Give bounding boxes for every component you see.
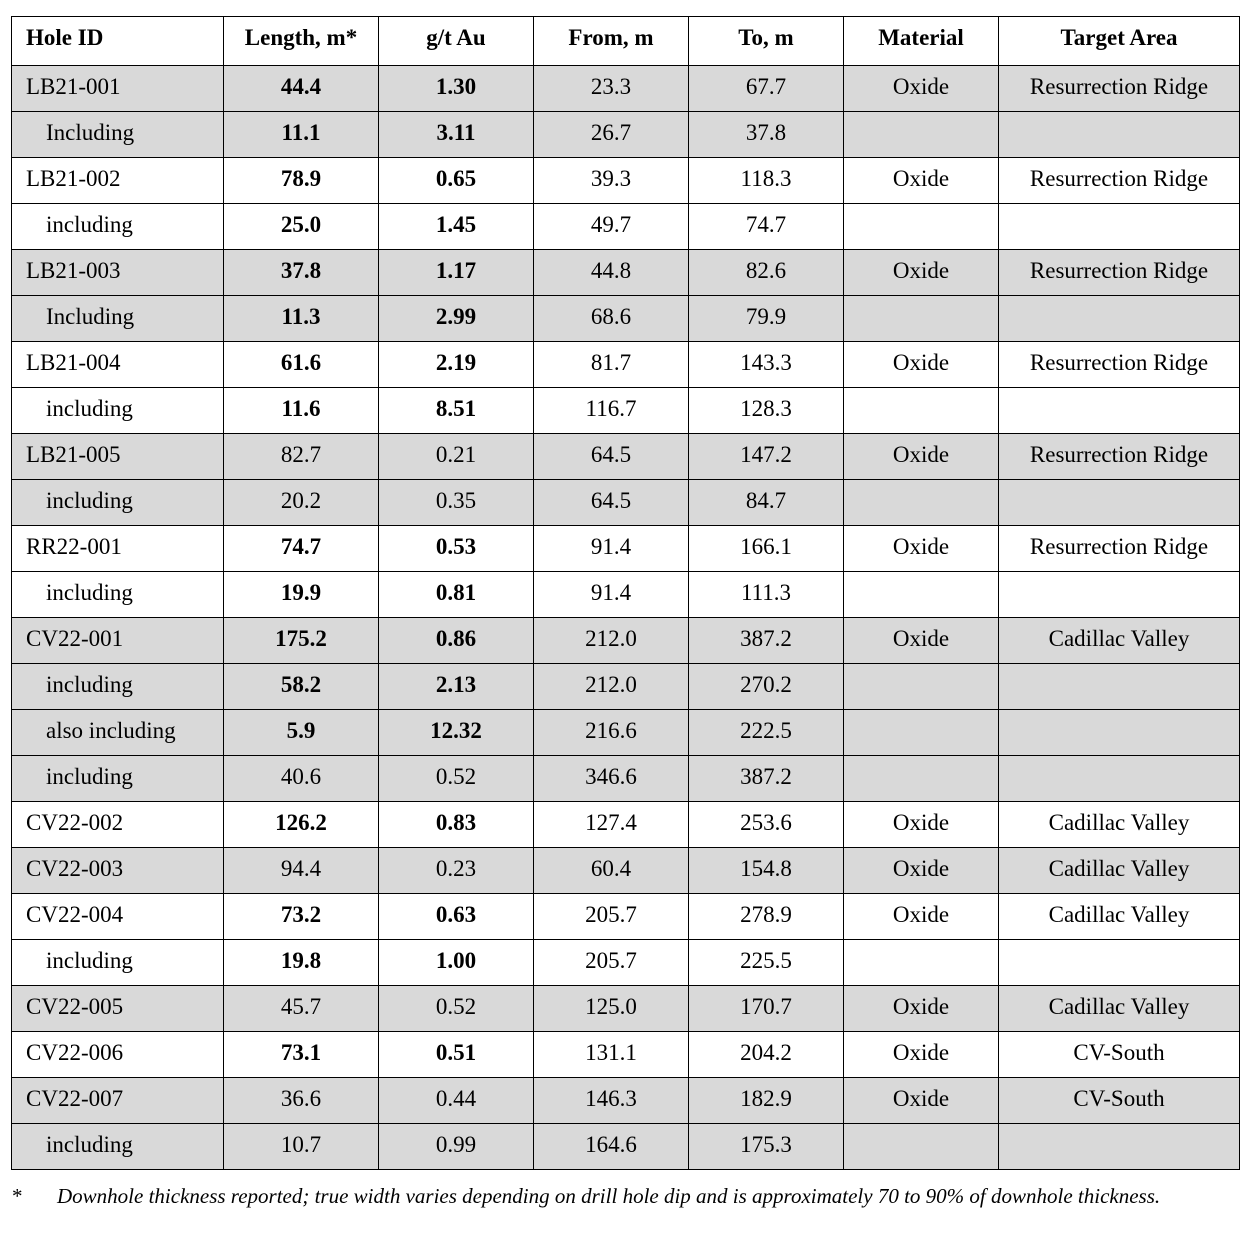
cell-to: 270.2 xyxy=(689,664,844,710)
cell-grade: 2.99 xyxy=(379,296,534,342)
cell-material xyxy=(844,710,999,756)
cell-length: 58.2 xyxy=(224,664,379,710)
cell-material xyxy=(844,940,999,986)
cell-length: 175.2 xyxy=(224,618,379,664)
table-row xyxy=(12,802,1240,848)
cell-from: 125.0 xyxy=(534,986,689,1032)
table-header-row xyxy=(12,17,1240,66)
cell-length: 94.4 xyxy=(224,848,379,894)
cell-length: 5.9 xyxy=(224,710,379,756)
table-row xyxy=(12,894,1240,940)
cell-target-area xyxy=(999,940,1240,986)
cell-from: 146.3 xyxy=(534,1078,689,1124)
cell-from: 205.7 xyxy=(534,894,689,940)
cell-grade: 0.44 xyxy=(379,1078,534,1124)
cell-material: Oxide xyxy=(844,986,999,1032)
table-row xyxy=(12,388,1240,434)
cell-target-area: Cadillac Valley xyxy=(999,618,1240,664)
cell-length: 78.9 xyxy=(224,158,379,204)
cell-grade: 0.23 xyxy=(379,848,534,894)
cell-material: Oxide xyxy=(844,894,999,940)
cell-material: Oxide xyxy=(844,434,999,480)
cell-grade: 0.63 xyxy=(379,894,534,940)
cell-length: 19.9 xyxy=(224,572,379,618)
cell-to: 175.3 xyxy=(689,1124,844,1170)
cell-from: 131.1 xyxy=(534,1032,689,1078)
cell-length: 74.7 xyxy=(224,526,379,572)
cell-material xyxy=(844,388,999,434)
cell-material xyxy=(844,664,999,710)
cell-to: 37.8 xyxy=(689,112,844,158)
cell-from: 60.4 xyxy=(534,848,689,894)
cell-grade: 0.81 xyxy=(379,572,534,618)
cell-hole-id: LB21-003 xyxy=(12,250,224,296)
table-row xyxy=(12,296,1240,342)
header-material: Material xyxy=(844,17,999,66)
cell-target-area: Cadillac Valley xyxy=(999,802,1240,848)
header-length: Length, m* xyxy=(224,17,379,66)
cell-from: 49.7 xyxy=(534,204,689,250)
table-row xyxy=(12,480,1240,526)
table-row xyxy=(12,1124,1240,1170)
cell-grade: 0.52 xyxy=(379,756,534,802)
cell-hole-id: CV22-003 xyxy=(12,848,224,894)
cell-to: 147.2 xyxy=(689,434,844,480)
cell-to: 225.5 xyxy=(689,940,844,986)
cell-target-area xyxy=(999,572,1240,618)
cell-target-area xyxy=(999,710,1240,756)
cell-target-area: CV-South xyxy=(999,1078,1240,1124)
cell-from: 212.0 xyxy=(534,618,689,664)
cell-hole-id: including xyxy=(12,480,224,526)
table-body xyxy=(12,66,1240,1170)
cell-material: Oxide xyxy=(844,158,999,204)
cell-target-area: Resurrection Ridge xyxy=(999,66,1240,112)
cell-grade: 2.13 xyxy=(379,664,534,710)
table-row xyxy=(12,342,1240,388)
cell-target-area: Resurrection Ridge xyxy=(999,250,1240,296)
cell-hole-id: CV22-004 xyxy=(12,894,224,940)
table-row xyxy=(12,572,1240,618)
cell-target-area xyxy=(999,480,1240,526)
cell-length: 10.7 xyxy=(224,1124,379,1170)
table-row xyxy=(12,158,1240,204)
cell-to: 182.9 xyxy=(689,1078,844,1124)
cell-from: 91.4 xyxy=(534,526,689,572)
cell-hole-id: RR22-001 xyxy=(12,526,224,572)
cell-to: 128.3 xyxy=(689,388,844,434)
cell-length: 19.8 xyxy=(224,940,379,986)
cell-to: 111.3 xyxy=(689,572,844,618)
cell-from: 205.7 xyxy=(534,940,689,986)
cell-grade: 1.30 xyxy=(379,66,534,112)
cell-hole-id: including xyxy=(12,756,224,802)
cell-length: 11.6 xyxy=(224,388,379,434)
cell-target-area: CV-South xyxy=(999,1032,1240,1078)
header-to: To, m xyxy=(689,17,844,66)
table-row xyxy=(12,204,1240,250)
cell-target-area xyxy=(999,296,1240,342)
cell-from: 64.5 xyxy=(534,480,689,526)
cell-grade: 0.99 xyxy=(379,1124,534,1170)
table-row xyxy=(12,434,1240,480)
cell-material: Oxide xyxy=(844,802,999,848)
table-row xyxy=(12,986,1240,1032)
cell-length: 61.6 xyxy=(224,342,379,388)
table-row xyxy=(12,1032,1240,1078)
table-row xyxy=(12,250,1240,296)
cell-to: 82.6 xyxy=(689,250,844,296)
cell-from: 44.8 xyxy=(534,250,689,296)
cell-hole-id: CV22-006 xyxy=(12,1032,224,1078)
cell-material: Oxide xyxy=(844,848,999,894)
cell-length: 36.6 xyxy=(224,1078,379,1124)
cell-material: Oxide xyxy=(844,66,999,112)
cell-grade: 12.32 xyxy=(379,710,534,756)
cell-material xyxy=(844,112,999,158)
cell-target-area xyxy=(999,388,1240,434)
cell-length: 44.4 xyxy=(224,66,379,112)
cell-hole-id: including xyxy=(12,388,224,434)
cell-grade: 0.52 xyxy=(379,986,534,1032)
cell-length: 11.3 xyxy=(224,296,379,342)
cell-material: Oxide xyxy=(844,618,999,664)
cell-target-area: Resurrection Ridge xyxy=(999,158,1240,204)
cell-grade: 0.86 xyxy=(379,618,534,664)
cell-hole-id: LB21-001 xyxy=(12,66,224,112)
cell-target-area: Resurrection Ridge xyxy=(999,342,1240,388)
cell-to: 170.7 xyxy=(689,986,844,1032)
cell-from: 127.4 xyxy=(534,802,689,848)
cell-target-area xyxy=(999,112,1240,158)
cell-from: 346.6 xyxy=(534,756,689,802)
cell-hole-id: including xyxy=(12,1124,224,1170)
cell-from: 39.3 xyxy=(534,158,689,204)
cell-to: 143.3 xyxy=(689,342,844,388)
cell-from: 23.3 xyxy=(534,66,689,112)
cell-to: 387.2 xyxy=(689,756,844,802)
drill-results-table xyxy=(11,16,1240,1170)
footnote-marker: * xyxy=(12,1184,23,1208)
header-target-area: Target Area xyxy=(999,17,1240,66)
cell-material xyxy=(844,756,999,802)
cell-hole-id: CV22-001 xyxy=(12,618,224,664)
cell-from: 64.5 xyxy=(534,434,689,480)
cell-length: 40.6 xyxy=(224,756,379,802)
table-row xyxy=(12,112,1240,158)
cell-from: 68.6 xyxy=(534,296,689,342)
cell-hole-id: CV22-005 xyxy=(12,986,224,1032)
header-grade: g/t Au xyxy=(379,17,534,66)
cell-target-area: Resurrection Ridge xyxy=(999,434,1240,480)
cell-to: 67.7 xyxy=(689,66,844,112)
cell-hole-id: also including xyxy=(12,710,224,756)
cell-hole-id: including xyxy=(12,664,224,710)
cell-grade: 3.11 xyxy=(379,112,534,158)
cell-material xyxy=(844,572,999,618)
cell-from: 116.7 xyxy=(534,388,689,434)
cell-from: 216.6 xyxy=(534,710,689,756)
cell-to: 204.2 xyxy=(689,1032,844,1078)
cell-hole-id: including xyxy=(12,940,224,986)
cell-to: 118.3 xyxy=(689,158,844,204)
table-row xyxy=(12,940,1240,986)
cell-material: Oxide xyxy=(844,1078,999,1124)
cell-length: 37.8 xyxy=(224,250,379,296)
cell-length: 20.2 xyxy=(224,480,379,526)
cell-hole-id: CV22-007 xyxy=(12,1078,224,1124)
table-row xyxy=(12,756,1240,802)
cell-grade: 1.45 xyxy=(379,204,534,250)
cell-target-area xyxy=(999,756,1240,802)
cell-grade: 8.51 xyxy=(379,388,534,434)
table-row xyxy=(12,1078,1240,1124)
cell-length: 126.2 xyxy=(224,802,379,848)
cell-from: 164.6 xyxy=(534,1124,689,1170)
cell-length: 11.1 xyxy=(224,112,379,158)
cell-material xyxy=(844,296,999,342)
cell-grade: 0.83 xyxy=(379,802,534,848)
cell-material: Oxide xyxy=(844,250,999,296)
cell-hole-id: LB21-002 xyxy=(12,158,224,204)
cell-to: 387.2 xyxy=(689,618,844,664)
cell-grade: 2.19 xyxy=(379,342,534,388)
cell-length: 73.2 xyxy=(224,894,379,940)
cell-material: Oxide xyxy=(844,526,999,572)
cell-target-area xyxy=(999,204,1240,250)
cell-to: 222.5 xyxy=(689,710,844,756)
cell-hole-id: LB21-005 xyxy=(12,434,224,480)
cell-length: 45.7 xyxy=(224,986,379,1032)
cell-hole-id: including xyxy=(12,204,224,250)
cell-target-area: Cadillac Valley xyxy=(999,848,1240,894)
cell-material: Oxide xyxy=(844,1032,999,1078)
table-row xyxy=(12,848,1240,894)
cell-grade: 0.65 xyxy=(379,158,534,204)
cell-target-area xyxy=(999,1124,1240,1170)
cell-length: 73.1 xyxy=(224,1032,379,1078)
cell-material: Oxide xyxy=(844,342,999,388)
cell-material xyxy=(844,1124,999,1170)
cell-target-area: Cadillac Valley xyxy=(999,894,1240,940)
cell-grade: 0.35 xyxy=(379,480,534,526)
cell-from: 26.7 xyxy=(534,112,689,158)
cell-grade: 0.53 xyxy=(379,526,534,572)
cell-to: 278.9 xyxy=(689,894,844,940)
cell-length: 82.7 xyxy=(224,434,379,480)
cell-hole-id: Including xyxy=(12,296,224,342)
cell-length: 25.0 xyxy=(224,204,379,250)
cell-from: 212.0 xyxy=(534,664,689,710)
cell-material xyxy=(844,204,999,250)
cell-target-area: Resurrection Ridge xyxy=(999,526,1240,572)
cell-hole-id: LB21-004 xyxy=(12,342,224,388)
cell-grade: 1.17 xyxy=(379,250,534,296)
table-row xyxy=(12,66,1240,112)
cell-to: 84.7 xyxy=(689,480,844,526)
cell-target-area xyxy=(999,664,1240,710)
cell-from: 91.4 xyxy=(534,572,689,618)
table-row xyxy=(12,618,1240,664)
header-hole-id: Hole ID xyxy=(12,17,224,66)
cell-grade: 1.00 xyxy=(379,940,534,986)
cell-to: 79.9 xyxy=(689,296,844,342)
cell-grade: 0.51 xyxy=(379,1032,534,1078)
footnote-text: Downhole thickness reported; true width varies depending on drill hole dip and is approximately 70 to 90% of downhole thickness. xyxy=(57,1184,1161,1208)
table-row xyxy=(12,526,1240,572)
cell-hole-id: including xyxy=(12,572,224,618)
cell-hole-id: Including xyxy=(12,112,224,158)
cell-target-area: Cadillac Valley xyxy=(999,986,1240,1032)
cell-to: 166.1 xyxy=(689,526,844,572)
cell-to: 154.8 xyxy=(689,848,844,894)
cell-hole-id: CV22-002 xyxy=(12,802,224,848)
cell-from: 81.7 xyxy=(534,342,689,388)
table-row xyxy=(12,710,1240,756)
cell-grade: 0.21 xyxy=(379,434,534,480)
header-from: From, m xyxy=(534,17,689,66)
cell-material xyxy=(844,480,999,526)
cell-to: 253.6 xyxy=(689,802,844,848)
cell-to: 74.7 xyxy=(689,204,844,250)
table-row xyxy=(12,664,1240,710)
